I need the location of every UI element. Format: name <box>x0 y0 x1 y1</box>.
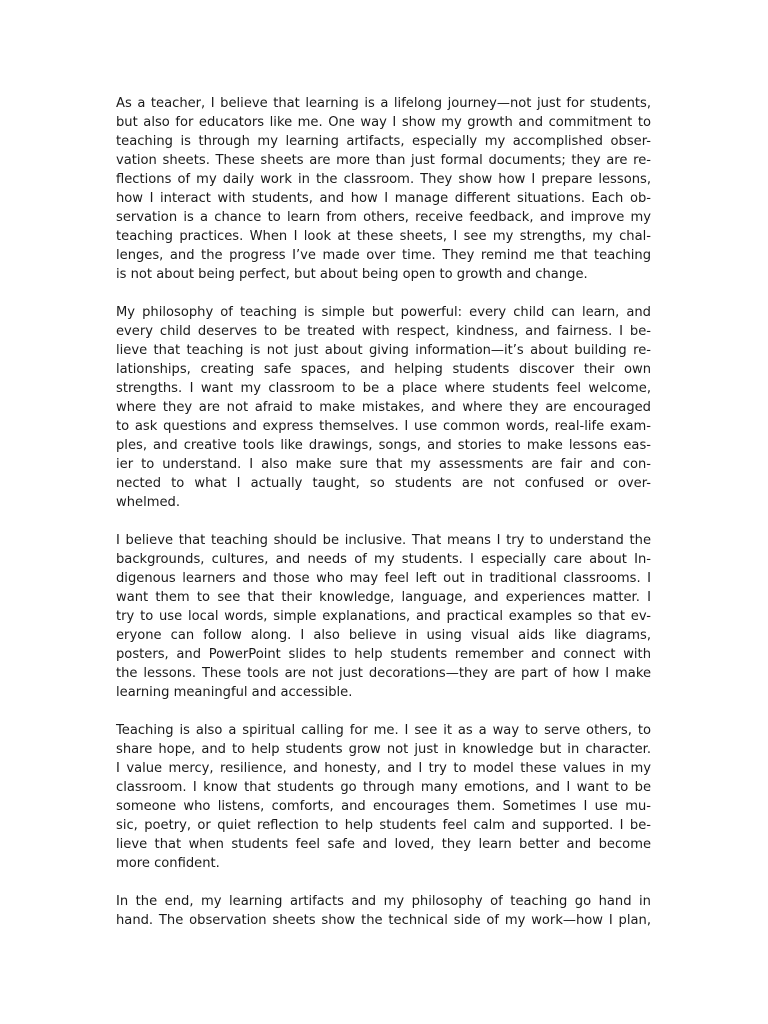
text-line: try to use local words, simple explanations, and practical examples so that ev- <box>116 609 651 624</box>
text-line: where they are not afraid to make mistakes, and where they are encouraged <box>116 400 651 415</box>
text-line: is not about being perfect, but about being open to growth and change. <box>116 267 588 282</box>
paragraph <box>116 531 651 702</box>
paragraph <box>116 303 651 512</box>
text-line: someone who listens, comforts, and encourages them. Sometimes I use mu- <box>116 799 651 814</box>
text-line: nected to what I actually taught, so students are not confused or over- <box>116 476 651 491</box>
text-line: classroom. I know that students go through many emotions, and I want to be <box>116 780 651 795</box>
text-line: sic, poetry, or quiet reflection to help students feel calm and supported. I be- <box>116 818 651 833</box>
text-line: whelmed. <box>116 495 180 510</box>
text-line: the lessons. These tools are not just decorations—they are part of how I make <box>116 666 651 681</box>
text-line: teaching is through my learning artifacts, especially my accomplished obser- <box>116 134 651 149</box>
text-line: vation sheets. These sheets are more than just formal documents; they are re- <box>116 153 651 168</box>
text-line: Teaching is also a spiritual calling for me. I see it as a way to serve others, to <box>116 723 651 738</box>
text-line: eryone can follow along. I also believe in using visual aids like diagrams, <box>116 628 651 643</box>
text-line: lationships, creating safe spaces, and helping students discover their own <box>116 362 651 377</box>
text-line: lieve that teaching is not just about giving information—it’s about building re- <box>116 343 651 358</box>
text-line: hand. The observation sheets show the technical side of my work—how I plan, <box>116 913 651 928</box>
text-line: to ask questions and express themselves. I use common words, real-life exam- <box>116 419 651 434</box>
text-line: ples, and creative tools like drawings, songs, and stories to make lessons eas- <box>116 438 651 453</box>
text-line: strengths. I want my classroom to be a place where students feel welcome, <box>116 381 651 396</box>
text-line: want them to see that their knowledge, language, and experiences matter. I <box>116 590 651 605</box>
text-line: I believe that teaching should be inclusive. That means I try to understand the <box>116 533 651 548</box>
text-line: every child deserves to be treated with respect, kindness, and fairness. I be- <box>116 324 651 339</box>
paragraph <box>116 721 651 873</box>
paragraph <box>116 892 651 930</box>
text-line: teaching practices. When I look at these sheets, I see my strengths, my chal- <box>116 229 651 244</box>
text-line: My philosophy of teaching is simple but powerful: every child can learn, and <box>116 305 651 320</box>
text-line: lieve that when students feel safe and loved, they learn better and become <box>116 837 651 852</box>
text-line: lenges, and the progress I’ve made over time. They remind me that teaching <box>116 248 651 263</box>
text-line: more confident. <box>116 856 220 871</box>
text-line: learning meaningful and accessible. <box>116 685 353 700</box>
text-line: share hope, and to help students grow not just in knowledge but in character. <box>116 742 651 757</box>
text-line: digenous learners and those who may feel left out in traditional classrooms. I <box>116 571 651 586</box>
text-line: flections of my daily work in the classroom. They show how I prepare lessons, <box>116 172 651 187</box>
body-text <box>116 94 651 949</box>
text-line: As a teacher, I believe that learning is a lifelong journey—not just for students, <box>116 96 651 111</box>
text-line: how I interact with students, and how I manage different situations. Each ob- <box>116 191 651 206</box>
text-line: I value mercy, resilience, and honesty, and I try to model these values in my <box>116 761 651 776</box>
paragraph <box>116 94 651 284</box>
text-line: but also for educators like me. One way I show my growth and commitment to <box>116 115 651 130</box>
text-line: backgrounds, cultures, and needs of my students. I especially care about In- <box>116 552 651 567</box>
text-line: ier to understand. I also make sure that my assessments are fair and con- <box>116 457 651 472</box>
text-line: posters, and PowerPoint slides to help students remember and connect with <box>116 647 651 662</box>
text-line: servation is a chance to learn from others, receive feedback, and improve my <box>116 210 651 225</box>
text-line: In the end, my learning artifacts and my philosophy of teaching go hand in <box>116 894 651 909</box>
